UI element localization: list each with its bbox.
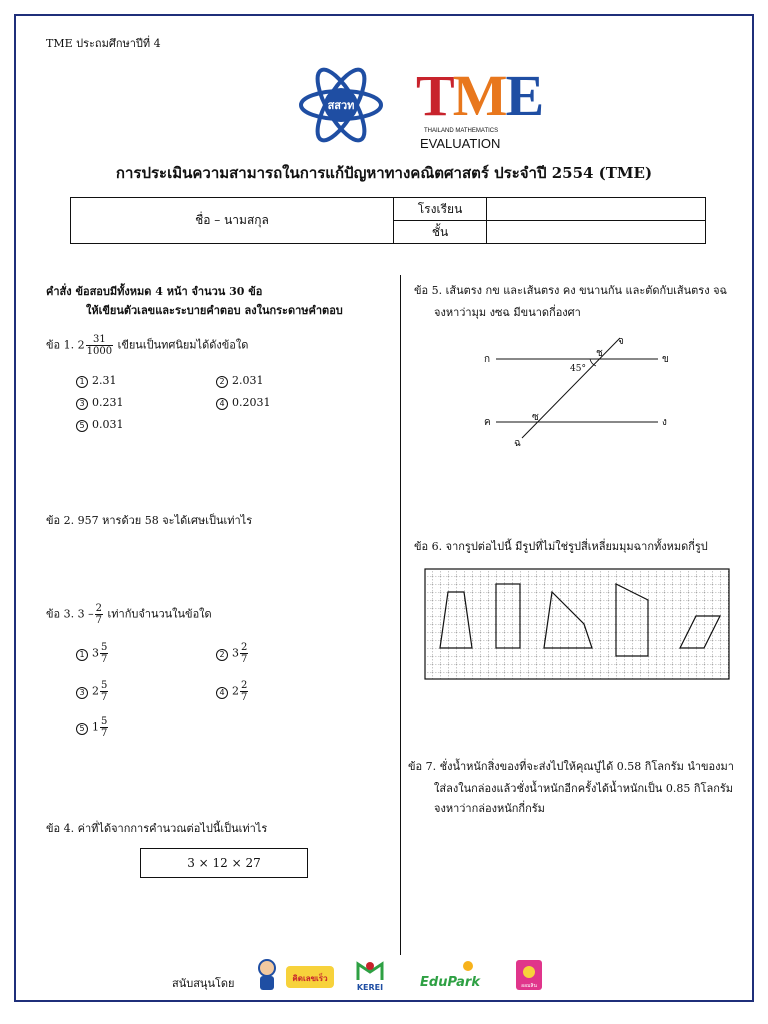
q6-text: จากรูปต่อไปนี้ มีรูปที่ไม่ใช่รูปสี่เหลี่ยมมุมฉากทั้งหมดกี่รูป xyxy=(445,540,708,553)
q1-label: ข้อ 1. xyxy=(46,338,75,352)
q5-line1: เส้นตรง กข และเส้นตรง คง ขนานกัน และตัดกับเส้นตรง จฉ xyxy=(445,284,728,297)
tme-logo-subtitle: THAILAND MATHEMATICS xyxy=(424,128,499,134)
svg-text:EduPark: EduPark xyxy=(420,975,480,990)
q3-text: เท่ากับจำนวนในข้อใด xyxy=(107,607,212,621)
q1-option-2[interactable]: 2 2.031 xyxy=(216,374,264,388)
question-6 xyxy=(414,539,708,555)
q7-line1: ชั่งน้ำหนักสิ่งของที่จะส่งไปให้คุณปู่ได้ 0.58 กิโลกรัม นำของมา xyxy=(439,760,734,773)
q3-option-2[interactable]: 2 3 $\frac{2}{7}$ xyxy=(216,642,249,665)
q4-label: ข้อ 4. xyxy=(46,822,75,835)
question-1 xyxy=(46,334,248,357)
q1-fraction: $\frac{31}{1000}$ xyxy=(86,334,113,357)
point-s: ช xyxy=(596,348,603,359)
name-label: ชื่อ – นามสกุล xyxy=(71,198,394,244)
q7-label: ข้อ 7. xyxy=(408,760,437,773)
q5-line2: จงหาว่ามุม งซฉ มีขนาดกี่องศา xyxy=(434,306,581,319)
header-level-text: TME ประถมศึกษาปีที่ 4 xyxy=(46,37,161,50)
svg-text:KEREI: KEREI xyxy=(356,983,384,992)
angle-label: 45° xyxy=(570,364,586,374)
q2-text: 957 หารด้วย 58 จะได้เศษเป็นเท่าไร xyxy=(77,514,253,527)
q3-option-3[interactable]: 3 2 $\frac{5}{7}$ xyxy=(76,680,109,703)
q1-whole: 2 xyxy=(77,338,85,352)
point-k: ก xyxy=(484,354,491,365)
student-info-table xyxy=(70,197,706,244)
q7-line3: จงหาว่ากล่องหนักกี่กรัม xyxy=(434,802,545,815)
school-label: โรงเรียน xyxy=(394,198,487,221)
tme-logo xyxy=(416,63,543,151)
q1-option-1[interactable]: 1 2.31 xyxy=(76,374,117,388)
question-7 xyxy=(408,759,734,775)
grade-label: ชั้น xyxy=(394,221,487,244)
question-5 xyxy=(414,283,727,299)
q3-option-5[interactable]: 5 1 $\frac{5}{7}$ xyxy=(76,716,109,739)
instructions-line1: คำสั่ง ข้อสอบมีทั้งหมด 4 หน้า จำนวน 30 ข้อ xyxy=(46,285,263,298)
q6-label: ข้อ 6. xyxy=(414,540,443,553)
sponsor-kerei-logo xyxy=(352,958,388,992)
point-ch: จ xyxy=(618,336,624,347)
school-field[interactable] xyxy=(487,198,706,221)
q3-option-4[interactable]: 4 2 $\frac{2}{7}$ xyxy=(216,680,249,703)
q4-text: ค่าที่ได้จากการคำนวณต่อไปนี้เป็นเท่าไร xyxy=(77,822,268,835)
q5-label: ข้อ 5. xyxy=(414,284,443,297)
svg-text:คิดเลขเร็ว: คิดเลขเร็ว xyxy=(292,974,328,983)
question-2 xyxy=(46,513,252,529)
q1-option-4[interactable]: 4 0.2031 xyxy=(216,396,271,410)
sponsor-kidlek-logo xyxy=(284,958,336,992)
point-z: ซ xyxy=(532,412,539,423)
q1-option-5[interactable]: 5 0.031 xyxy=(76,418,124,432)
q3-label: ข้อ 3. xyxy=(46,607,75,621)
point-kh: ข xyxy=(662,354,669,365)
q3-option-1[interactable]: 1 3 $\frac{5}{7}$ xyxy=(76,642,109,665)
grade-field[interactable] xyxy=(487,221,706,244)
svg-text:ออมสิน: ออมสิน xyxy=(521,983,537,989)
sponsor-label: สนับสนุนโดย xyxy=(172,977,235,990)
ipst-logo-text: สสวท xyxy=(327,99,355,112)
q1-option-3[interactable]: 3 0.231 xyxy=(76,396,124,410)
q7-line2: ใส่ลงในกล่องแล้วชั่งน้ำหนักอีกครั้งได้น้ำหนักเป็น 0.85 กิโลกรัม xyxy=(434,782,734,795)
point-kh2: ค xyxy=(484,417,491,428)
q3-fraction: $\frac{2}{7}$ xyxy=(95,603,102,626)
sponsor-edupark-logo xyxy=(418,958,484,992)
q4-expression-box: 3 × 12 × 27 xyxy=(140,848,308,878)
page-title: การประเมินความสามารถในการแก้ปัญหาทางคณิตศาสตร์ ประจำปี 2554 (TME) xyxy=(115,164,653,182)
question-4 xyxy=(46,821,267,837)
q5-parallel-lines-diagram xyxy=(480,334,680,450)
point-ng: ง xyxy=(662,417,667,428)
point-chh: ฉ xyxy=(514,438,521,449)
ipst-logo xyxy=(298,62,384,148)
sponsor-gsb-logo xyxy=(514,958,544,992)
tme-logo-evaluation: EVALUATION xyxy=(420,136,501,151)
q2-label: ข้อ 2. xyxy=(46,514,75,527)
instructions-line2: ให้เขียนตัวเลขและระบายคำตอบ ลงในกระดาษคำตอบ xyxy=(86,304,343,317)
sponsor-mascot-logo xyxy=(254,958,280,992)
q1-text: เขียนเป็นทศนิยมได้ดังข้อใด xyxy=(117,338,249,352)
question-3 xyxy=(46,603,212,626)
column-divider xyxy=(400,275,401,955)
q3-expr: 3 – xyxy=(77,607,94,621)
tme-logo-letters: TME xyxy=(416,63,543,128)
q6-grid-shapes xyxy=(424,568,730,684)
